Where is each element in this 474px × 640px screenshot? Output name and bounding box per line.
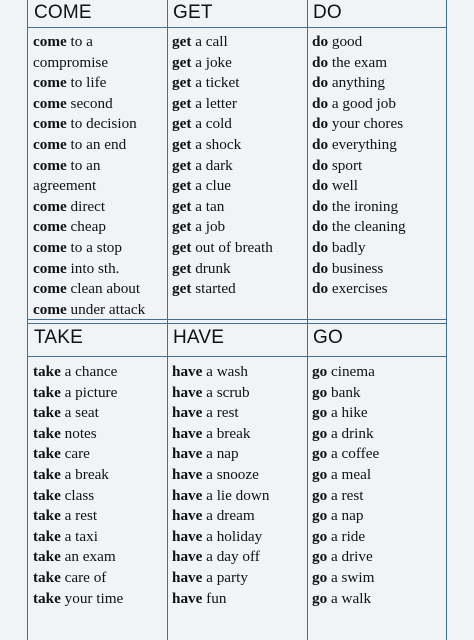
list-item — [172, 279, 273, 300]
list-item — [172, 176, 273, 197]
collocation-text: a coffee — [327, 445, 380, 463]
verb-text: go — [312, 404, 328, 422]
list-item — [33, 217, 145, 238]
collocation-text: a drink — [327, 424, 374, 442]
verb-text: do — [312, 74, 329, 92]
collocation-text: cheap — [66, 218, 106, 236]
list-item — [312, 527, 379, 548]
verb-text: take — [33, 589, 61, 607]
list-item — [312, 465, 379, 486]
list-item — [33, 506, 123, 527]
verb-text: have — [172, 527, 203, 545]
collocation-text: care — [60, 445, 90, 463]
verb-text: have — [172, 363, 203, 380]
collocation-text: a holiday — [202, 527, 263, 545]
collocation-text: agreement — [33, 177, 97, 195]
verb-text: have — [172, 507, 203, 525]
list-item — [312, 176, 406, 197]
list-item — [172, 403, 269, 424]
verb-text: have — [172, 404, 203, 422]
verb-text: come — [33, 197, 67, 215]
collocation-text: out of breath — [191, 238, 273, 256]
verb-text: do — [312, 53, 329, 71]
collocation-text: under attack — [66, 300, 146, 318]
list-item — [33, 403, 123, 424]
collocation-text: a day off — [202, 548, 260, 566]
verb-text: do — [312, 177, 329, 195]
get-list — [172, 32, 273, 300]
verb-text: come — [33, 33, 67, 50]
collocation-text: cinema — [327, 363, 375, 380]
verb-text: come — [33, 300, 67, 318]
collocation-text: compromise — [33, 53, 109, 71]
collocation-text: your chores — [328, 115, 404, 133]
collocation-text: a tan — [191, 197, 225, 215]
collocation-text: a rest — [202, 404, 239, 422]
list-item — [172, 486, 269, 507]
verb-text: come — [33, 156, 67, 174]
verb-text: go — [312, 527, 328, 545]
verb-text: come — [33, 280, 67, 298]
header-do: DO — [313, 2, 342, 23]
collocation-text: good — [328, 33, 363, 50]
collocation-text: the cleaning — [328, 218, 406, 236]
header-have: HAVE — [173, 327, 225, 348]
row-divider-bottom-header — [27, 356, 447, 357]
verb-text: come — [33, 74, 67, 92]
collocation-text: a drive — [327, 548, 373, 566]
list-item — [33, 94, 145, 115]
collocation-text: the exam — [328, 53, 388, 71]
collocation-text: a joke — [191, 53, 232, 71]
verb-text: go — [312, 465, 328, 483]
list-item — [172, 362, 269, 383]
collocation-text: a dark — [191, 156, 233, 174]
list-item — [172, 589, 269, 610]
verb-text: take — [33, 486, 61, 504]
verb-text: come — [33, 94, 67, 112]
list-item — [172, 465, 269, 486]
list-item — [312, 94, 406, 115]
collocation-text: the ironing — [328, 197, 399, 215]
collocation-text: exercises — [328, 280, 388, 298]
verb-text: go — [312, 363, 328, 380]
verb-text: get — [172, 53, 192, 71]
row-divider-middle-2 — [27, 323, 447, 324]
verb-text: get — [172, 135, 192, 153]
list-item — [33, 176, 145, 197]
list-item — [33, 424, 123, 445]
list-item — [33, 527, 123, 548]
verb-text: have — [172, 383, 203, 401]
collocation-text: a letter — [191, 94, 237, 112]
collocation-text: a picture — [60, 383, 118, 401]
come-list — [33, 32, 145, 320]
list-item — [172, 424, 269, 445]
collocation-text: a job — [191, 218, 226, 236]
verb-text: go — [312, 445, 328, 463]
verb-text: take — [33, 527, 61, 545]
collocation-text: well — [328, 177, 358, 195]
list-item — [172, 383, 269, 404]
verb-text: go — [312, 507, 328, 525]
collocation-text: a hike — [327, 404, 368, 422]
verb-text: go — [312, 424, 328, 442]
list-item — [172, 94, 273, 115]
collocation-text: second — [66, 94, 113, 112]
collocation-text: to life — [66, 74, 107, 92]
verb-text: have — [172, 568, 203, 586]
list-item — [33, 486, 123, 507]
verb-text: do — [312, 259, 329, 277]
collocation-text: into sth. — [66, 259, 120, 277]
collocation-text: business — [328, 259, 384, 277]
list-item — [33, 114, 145, 135]
list-item — [33, 32, 145, 53]
collocation-text: to decision — [66, 115, 137, 133]
verb-text: get — [172, 94, 192, 112]
verb-text: go — [312, 486, 328, 504]
collocation-text: a taxi — [60, 527, 98, 545]
collocation-text: a good job — [328, 94, 396, 112]
verb-text: get — [172, 280, 192, 298]
verb-text: go — [312, 383, 328, 401]
list-item — [172, 444, 269, 465]
list-item — [33, 259, 145, 280]
verb-text: come — [33, 115, 67, 133]
verb-text: do — [312, 238, 329, 256]
list-item — [172, 156, 273, 177]
list-item — [33, 238, 145, 259]
list-item — [312, 547, 379, 568]
collocation-text: a snooze — [202, 465, 259, 483]
collocation-text: a meal — [327, 465, 372, 483]
verb-text: do — [312, 197, 329, 215]
collocation-text: direct — [66, 197, 106, 215]
collocation-text: an exam — [60, 548, 116, 566]
collocation-text: care of — [60, 568, 107, 586]
collocation-text: badly — [328, 238, 366, 256]
verb-text: take — [33, 445, 61, 463]
verb-text: have — [172, 486, 203, 504]
list-item — [312, 53, 406, 74]
collocation-text: clean about — [66, 280, 141, 298]
do-list — [312, 32, 406, 300]
list-item — [312, 589, 379, 610]
list-item — [172, 53, 273, 74]
list-item — [172, 32, 273, 53]
verb-text: take — [33, 548, 61, 566]
verb-text: have — [172, 465, 203, 483]
verb-text: get — [172, 259, 192, 277]
go-list — [312, 362, 379, 609]
collocation-text: bank — [327, 383, 361, 401]
verb-text: have — [172, 424, 203, 442]
collocation-text: notes — [60, 424, 97, 442]
column-divider-1 — [167, 0, 168, 640]
list-item — [33, 383, 123, 404]
verb-text: go — [312, 548, 328, 566]
verb-text: do — [312, 135, 329, 153]
list-item — [312, 197, 406, 218]
list-item — [33, 465, 123, 486]
verb-text: have — [172, 548, 203, 566]
list-item — [312, 259, 406, 280]
header-come: COME — [34, 2, 92, 23]
list-item — [33, 135, 145, 156]
collocation-text: drunk — [191, 259, 231, 277]
list-item — [33, 197, 145, 218]
collocation-text: anything — [328, 74, 385, 92]
list-item — [172, 73, 273, 94]
verb-text: get — [172, 218, 192, 236]
collocation-text: a call — [191, 33, 228, 50]
verb-text: do — [312, 156, 329, 174]
list-item — [312, 444, 379, 465]
collocation-text: a walk — [327, 589, 372, 607]
list-item — [33, 73, 145, 94]
verb-text: take — [33, 465, 61, 483]
verb-text: do — [312, 115, 329, 133]
verb-text: take — [33, 507, 61, 525]
list-item — [312, 424, 379, 445]
list-item — [33, 362, 123, 383]
verb-text: do — [312, 94, 329, 112]
list-item — [312, 114, 406, 135]
collocation-text: a swim — [327, 568, 375, 586]
list-item — [33, 156, 145, 177]
collocation-text: a dream — [202, 507, 255, 525]
verb-text: get — [172, 74, 192, 92]
list-item — [33, 279, 145, 300]
list-item — [172, 217, 273, 238]
verb-text: take — [33, 363, 61, 380]
verb-text: get — [172, 115, 192, 133]
collocation-text: started — [191, 280, 236, 298]
collocation-text: to a — [66, 33, 93, 50]
verb-text: do — [312, 280, 329, 298]
verb-text: do — [312, 218, 329, 236]
have-list — [172, 362, 269, 609]
list-item — [33, 53, 145, 74]
list-item — [312, 135, 406, 156]
list-item — [312, 156, 406, 177]
list-item — [312, 362, 379, 383]
verb-text: come — [33, 238, 67, 256]
header-go: GO — [313, 327, 343, 348]
verb-text: get — [172, 156, 192, 174]
collocation-text: to an — [66, 156, 101, 174]
verb-text: take — [33, 404, 61, 422]
verb-text: come — [33, 259, 67, 277]
list-item — [312, 217, 406, 238]
list-item — [33, 300, 145, 321]
column-divider-2 — [307, 0, 308, 640]
collocation-text: to an end — [66, 135, 127, 153]
verb-text: have — [172, 445, 203, 463]
collocation-text: a wash — [202, 363, 248, 380]
list-item — [172, 259, 273, 280]
list-item — [312, 403, 379, 424]
collocation-text: your time — [60, 589, 124, 607]
row-divider-top-header — [27, 27, 447, 28]
collocation-text: to a stop — [66, 238, 122, 256]
verb-text: take — [33, 383, 61, 401]
list-item — [312, 486, 379, 507]
collocation-text: class — [60, 486, 95, 504]
list-item — [312, 383, 379, 404]
list-item — [172, 506, 269, 527]
collocation-text: a nap — [327, 507, 364, 525]
collocation-text: a clue — [191, 177, 232, 195]
list-item — [172, 197, 273, 218]
verb-text: take — [33, 424, 61, 442]
list-item — [172, 114, 273, 135]
collocation-text: a ticket — [191, 74, 240, 92]
list-item — [312, 506, 379, 527]
collocation-text: a scrub — [202, 383, 250, 401]
collocation-text: a seat — [60, 404, 99, 422]
collocation-text: a ride — [327, 527, 366, 545]
verb-text: go — [312, 568, 328, 586]
collocation-text: a nap — [202, 445, 239, 463]
header-take: TAKE — [34, 327, 84, 348]
list-item — [33, 444, 123, 465]
collocation-text: everything — [328, 135, 397, 153]
list-item — [312, 568, 379, 589]
verb-text: have — [172, 589, 203, 607]
list-item — [312, 279, 406, 300]
collocation-text: a rest — [327, 486, 364, 504]
verb-text: come — [33, 135, 67, 153]
collocation-text: sport — [328, 156, 363, 174]
list-item — [312, 73, 406, 94]
collocation-text: fun — [202, 589, 227, 607]
list-item — [172, 527, 269, 548]
verb-text: get — [172, 177, 192, 195]
list-item — [172, 238, 273, 259]
list-item — [172, 547, 269, 568]
verb-text: do — [312, 33, 329, 50]
list-item — [312, 32, 406, 53]
collocation-text: a rest — [60, 507, 98, 525]
collocation-text: a chance — [60, 363, 118, 380]
list-item — [172, 568, 269, 589]
verb-text: take — [33, 568, 61, 586]
collocation-text: a break — [60, 465, 109, 483]
list-item — [312, 238, 406, 259]
verb-text: get — [172, 238, 192, 256]
take-list — [33, 362, 123, 609]
collocation-text: a cold — [191, 115, 232, 133]
collocation-text: a lie down — [202, 486, 270, 504]
verb-text: get — [172, 33, 192, 50]
list-item — [33, 568, 123, 589]
list-item — [33, 589, 123, 610]
list-item — [172, 135, 273, 156]
collocation-text: a party — [202, 568, 248, 586]
collocation-text: a break — [202, 424, 251, 442]
list-item — [33, 547, 123, 568]
header-get: GET — [173, 2, 213, 23]
collocation-text: a shock — [191, 135, 242, 153]
verb-text: go — [312, 589, 328, 607]
verb-text: get — [172, 197, 192, 215]
verb-text: come — [33, 218, 67, 236]
